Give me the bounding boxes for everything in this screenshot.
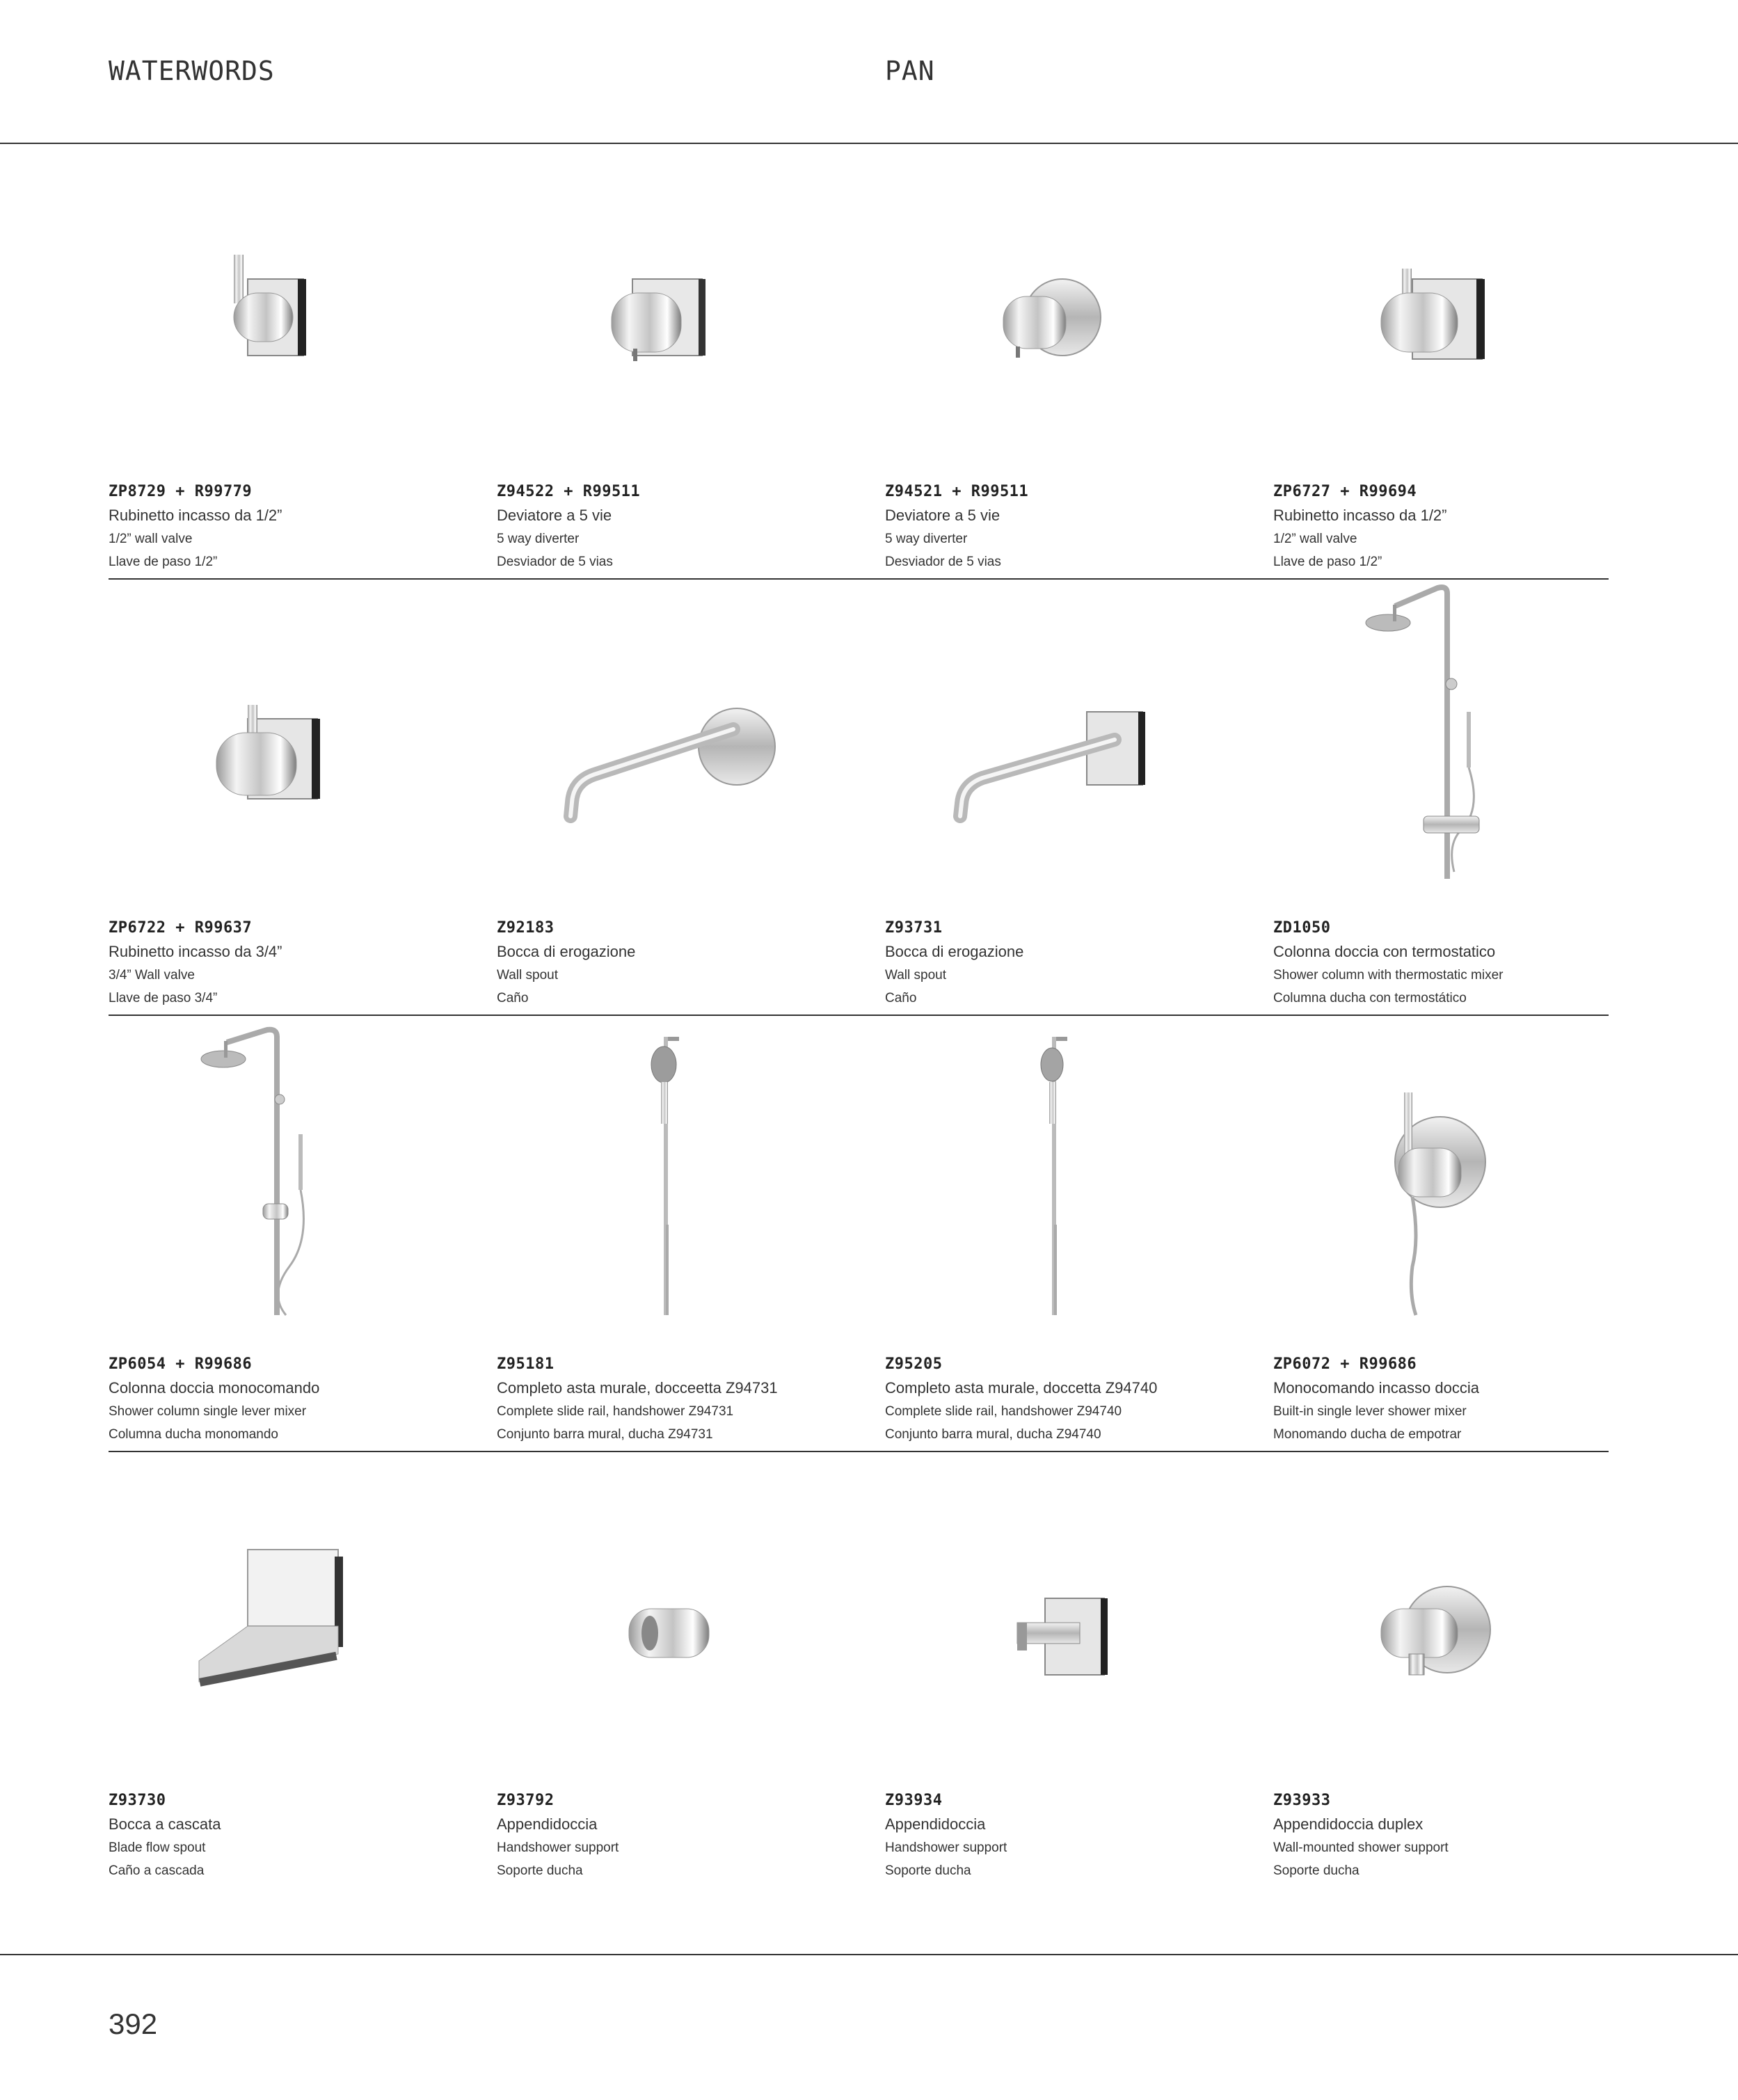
product-card[interactable]	[885, 1016, 1261, 1451]
product-card[interactable]	[497, 1452, 872, 1887]
product-card[interactable]	[1273, 580, 1649, 1015]
brand-title: WATERWORDS	[109, 56, 275, 86]
product-name-it: Bocca di erogazione	[497, 943, 636, 960]
product-name-en: Shower column with thermostatic mixer	[1273, 968, 1504, 983]
product-code: Z95205	[885, 1355, 943, 1373]
product-name-en: Complete slide rail, handshower Z94731	[497, 1404, 734, 1419]
footer-divider	[0, 1954, 1738, 1955]
handshower-support-icon	[497, 1480, 789, 1758]
product-code: ZD1050	[1273, 919, 1331, 937]
product-name-en: 3/4” Wall valve	[109, 968, 195, 983]
product-row	[109, 1016, 1609, 1452]
product-name-it: Bocca a cascata	[109, 1815, 221, 1833]
product-card[interactable]	[885, 143, 1261, 578]
page-number: 392	[109, 2007, 158, 2040]
product-name-es: Soporte ducha	[1273, 1863, 1360, 1878]
product-name-it: Completo asta murale, doccetta Z94740	[885, 1379, 1158, 1397]
shower-mixer-icon	[1273, 1016, 1565, 1322]
product-code: ZP8729 + R99779	[109, 483, 253, 500]
wall-valve-square-icon	[1273, 171, 1565, 450]
product-card[interactable]	[109, 143, 484, 578]
product-name-en: Wall spout	[885, 968, 946, 983]
product-card[interactable]	[109, 1452, 484, 1887]
product-code: ZP6722 + R99637	[109, 919, 253, 937]
product-name-es: Columna ducha monomando	[109, 1427, 278, 1442]
product-name-it: Colonna doccia con termostatico	[1273, 943, 1496, 960]
product-name-en: 5 way diverter	[497, 532, 580, 546]
wall-spout-round-icon	[497, 607, 789, 886]
product-name-en: Built-in single lever shower mixer	[1273, 1404, 1467, 1419]
product-row	[109, 143, 1609, 580]
duplex-support-icon	[1273, 1480, 1565, 1758]
product-name-es: Llave de paso 3/4”	[109, 991, 218, 1005]
product-name-it: Appendidoccia	[885, 1815, 986, 1833]
cascade-spout-icon	[109, 1480, 401, 1758]
product-card[interactable]	[497, 1016, 872, 1451]
product-card[interactable]	[1273, 143, 1649, 578]
product-name-es: Conjunto barra mural, ducha Z94740	[885, 1427, 1101, 1442]
product-card[interactable]	[109, 580, 484, 1015]
product-code: Z93731	[885, 919, 943, 937]
product-code: Z92183	[497, 919, 555, 937]
product-name-en: Handshower support	[497, 1840, 619, 1855]
wall-valve-square-icon	[109, 607, 401, 886]
product-name-en: 1/2” wall valve	[1273, 532, 1357, 546]
product-code: ZP6072 + R99686	[1273, 1355, 1417, 1373]
product-name-it: Rubinetto incasso da 3/4”	[109, 943, 282, 960]
handshower-support-square-icon	[885, 1480, 1177, 1758]
product-code: Z93933	[1273, 1792, 1331, 1809]
product-name-it: Completo asta murale, docceetta Z94731	[497, 1379, 778, 1397]
product-name-en: 1/2” wall valve	[109, 532, 193, 546]
product-name-en: Handshower support	[885, 1840, 1007, 1855]
product-name-es: Soporte ducha	[497, 1863, 583, 1878]
product-name-it: Appendidoccia duplex	[1273, 1815, 1424, 1833]
product-name-it: Deviatore a 5 vie	[885, 507, 1000, 524]
product-name-es: Desviador de 5 vias	[885, 555, 1001, 569]
product-name-it: Deviatore a 5 vie	[497, 507, 612, 524]
product-name-it: Colonna doccia monocomando	[109, 1379, 320, 1397]
product-name-it: Bocca di erogazione	[885, 943, 1024, 960]
product-name-es: Llave de paso 1/2”	[109, 555, 218, 569]
product-code: ZP6054 + R99686	[109, 1355, 253, 1373]
slide-rail-icon	[885, 1016, 1177, 1322]
product-name-it: Rubinetto incasso da 1/2”	[1273, 507, 1447, 524]
product-code: Z95181	[497, 1355, 555, 1373]
product-code: Z93934	[885, 1792, 943, 1809]
product-card[interactable]	[885, 1452, 1261, 1887]
product-name-it: Appendidoccia	[497, 1815, 598, 1833]
product-name-es: Soporte ducha	[885, 1863, 971, 1878]
product-name-es: Caño	[497, 991, 529, 1005]
shower-column-icon	[109, 1016, 401, 1322]
product-code: Z94521 + R99511	[885, 483, 1029, 500]
product-name-en: Shower column single lever mixer	[109, 1404, 307, 1419]
collection-title: PAN	[885, 56, 935, 86]
diverter-square-icon	[497, 171, 789, 450]
product-row	[109, 1452, 1609, 1887]
product-name-en: 5 way diverter	[885, 532, 968, 546]
product-name-en: Wall spout	[497, 968, 558, 983]
product-code: Z94522 + R99511	[497, 483, 641, 500]
product-name-en: Wall-mounted shower support	[1273, 1840, 1449, 1855]
product-card[interactable]	[1273, 1452, 1649, 1887]
product-code: ZP6727 + R99694	[1273, 483, 1417, 500]
product-code: Z93730	[109, 1792, 166, 1809]
product-name-es: Caño	[885, 991, 917, 1005]
product-name-es: Conjunto barra mural, ducha Z94731	[497, 1427, 713, 1442]
wall-spout-square-icon	[885, 607, 1177, 886]
product-name-es: Desviador de 5 vias	[497, 555, 613, 569]
product-name-es: Caño a cascada	[109, 1863, 205, 1878]
product-name-it: Rubinetto incasso da 1/2”	[109, 507, 282, 524]
product-name-en: Complete slide rail, handshower Z94740	[885, 1404, 1122, 1419]
product-card[interactable]	[885, 580, 1261, 1015]
product-grid	[109, 143, 1609, 1887]
product-name-en: Blade flow spout	[109, 1840, 206, 1855]
product-name-es: Columna ducha con termostático	[1273, 991, 1467, 1005]
wall-valve-square-icon	[109, 171, 401, 450]
slide-rail-icon	[497, 1016, 789, 1322]
product-card[interactable]	[1273, 1016, 1649, 1451]
shower-column-icon	[1273, 580, 1565, 886]
product-row	[109, 580, 1609, 1016]
product-card[interactable]	[497, 143, 872, 578]
product-name-es: Monomando ducha de empotrar	[1273, 1427, 1462, 1442]
product-name-es: Llave de paso 1/2”	[1273, 555, 1382, 569]
product-code: Z93792	[497, 1792, 555, 1809]
product-card[interactable]	[109, 1016, 484, 1451]
product-name-it: Monocomando incasso doccia	[1273, 1379, 1479, 1397]
diverter-round-icon	[885, 171, 1177, 450]
product-card[interactable]	[497, 580, 872, 1015]
